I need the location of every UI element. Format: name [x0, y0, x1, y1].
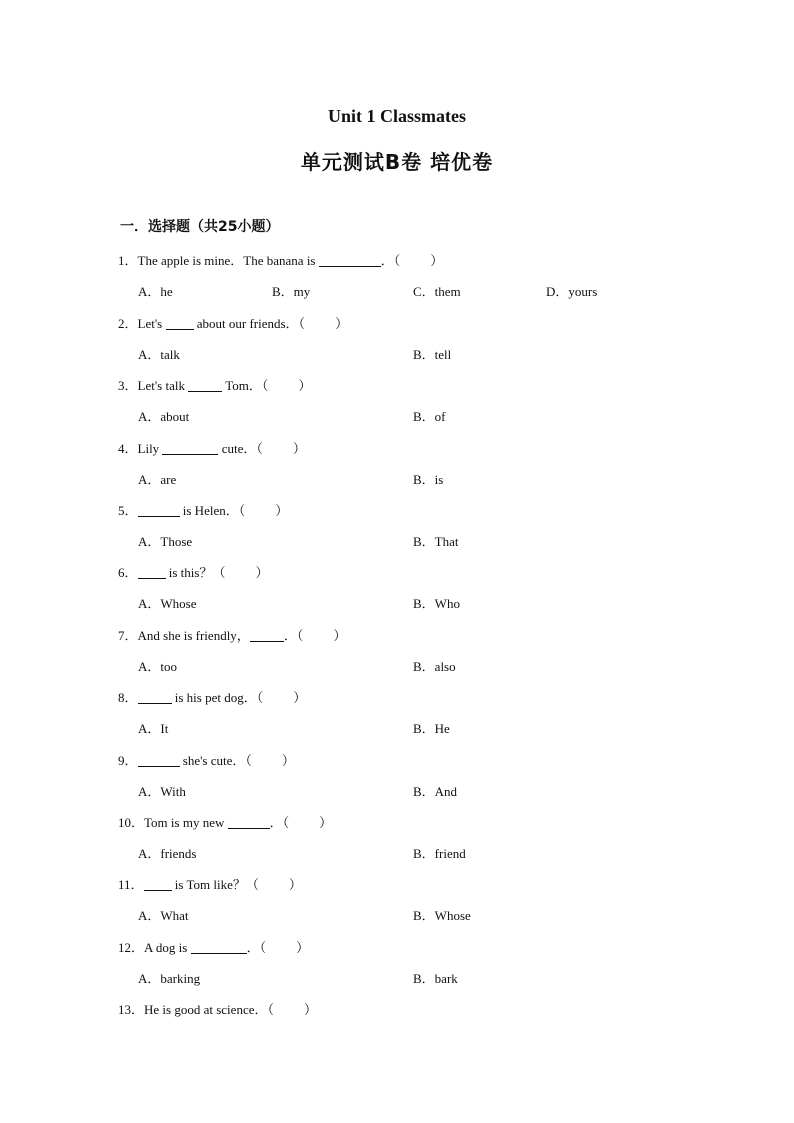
question-text: cute．（ — [218, 441, 263, 456]
answer-blank[interactable] — [138, 566, 166, 579]
option-3-a[interactable]: A．about — [138, 409, 190, 424]
option-6-b[interactable]: B．Who — [413, 596, 460, 611]
question-text: He is good at science．（ — [144, 1002, 274, 1017]
question-text: Let's — [137, 316, 166, 331]
option-4-a[interactable]: A．are — [138, 472, 177, 487]
option-10-a[interactable]: A．friends — [138, 846, 197, 861]
question-number: 5． — [118, 503, 138, 518]
question-10 — [118, 812, 332, 831]
answer-blank[interactable] — [138, 504, 180, 517]
option-2-b[interactable]: B．tell — [413, 347, 452, 362]
question-text: ．（ — [269, 815, 290, 830]
closing-paren: ） — [288, 877, 302, 892]
question-9 — [118, 750, 295, 769]
closing-paren: ） — [255, 565, 269, 580]
question-text: is this？（ — [165, 565, 226, 580]
closing-paren: ） — [292, 441, 306, 456]
option-4-b[interactable]: B．is — [413, 472, 444, 487]
page-subtitle: 单元测试B卷 培优卷 — [300, 150, 494, 174]
question-11 — [118, 874, 302, 893]
closing-paren: ） — [335, 316, 349, 331]
answer-blank[interactable] — [188, 379, 222, 392]
question-4 — [118, 438, 306, 457]
question-number: 6． — [118, 565, 138, 580]
question-6 — [118, 562, 269, 581]
option-1-b[interactable]: B．my — [272, 284, 311, 299]
question-text: ．（ — [283, 628, 304, 643]
option-8-a[interactable]: A．It — [138, 721, 169, 736]
closing-paren: ） — [293, 690, 307, 705]
answer-blank[interactable] — [228, 816, 270, 829]
option-12-a[interactable]: A．barking — [138, 971, 201, 986]
question-text: Tom．（ — [222, 378, 269, 393]
closing-paren: ） — [430, 253, 444, 268]
answer-blank[interactable] — [144, 878, 172, 891]
question-2 — [118, 313, 348, 332]
answer-blank[interactable] — [138, 754, 180, 767]
question-number: 12． — [118, 940, 145, 955]
question-number: 1． — [118, 253, 138, 268]
page-title: Unit 1 Classmates — [328, 106, 466, 126]
closing-paren: ） — [275, 503, 289, 518]
option-9-b[interactable]: B．And — [413, 784, 458, 799]
answer-blank[interactable] — [138, 691, 172, 704]
option-11-a[interactable]: A．What — [138, 908, 189, 923]
option-11-b[interactable]: B．Whose — [413, 908, 471, 923]
question-13 — [118, 999, 317, 1018]
closing-paren: ） — [281, 753, 295, 768]
answer-blank[interactable] — [162, 442, 218, 455]
option-3-b[interactable]: B．of — [413, 409, 446, 424]
answer-blank[interactable] — [250, 629, 284, 642]
question-number: 7． — [118, 628, 138, 643]
closing-paren: ） — [319, 815, 333, 830]
question-number: 11． — [118, 877, 144, 892]
question-number: 8． — [118, 690, 138, 705]
option-7-b[interactable]: B．also — [413, 659, 456, 674]
question-text: she's cute．（ — [179, 753, 252, 768]
question-text: The apple is mine．The banana is — [137, 253, 319, 268]
question-number: 10． — [118, 815, 145, 830]
question-number: 2． — [118, 316, 138, 331]
option-7-a[interactable]: A．too — [138, 659, 178, 674]
question-number: 3． — [118, 378, 138, 393]
closing-paren: ） — [298, 378, 312, 393]
question-text: Lily — [137, 441, 163, 456]
question-text: A dog is — [144, 940, 191, 955]
closing-paren: ） — [296, 940, 310, 955]
question-text: about our friends．（ — [193, 316, 306, 331]
question-7 — [118, 625, 346, 644]
answer-blank[interactable] — [166, 317, 194, 330]
answer-blank[interactable] — [319, 254, 381, 267]
closing-paren: ） — [333, 628, 347, 643]
option-8-b[interactable]: B．He — [413, 721, 450, 736]
question-text: And she is friendly， — [137, 628, 250, 643]
question-text: ．（ — [246, 940, 267, 955]
question-8 — [118, 687, 306, 706]
question-text: is his pet dog．（ — [171, 690, 264, 705]
question-5 — [118, 500, 288, 519]
question-number: 4． — [118, 441, 138, 456]
option-12-b[interactable]: B．bark — [413, 971, 458, 986]
option-9-a[interactable]: A．With — [138, 784, 186, 799]
option-1-d[interactable]: D．yours — [546, 284, 598, 299]
question-text: is Helen．（ — [179, 503, 246, 518]
answer-blank[interactable] — [191, 941, 247, 954]
question-12 — [118, 937, 309, 956]
question-number: 9． — [118, 753, 138, 768]
question-3 — [118, 375, 311, 394]
option-1-c[interactable]: C．them — [413, 284, 461, 299]
option-6-a[interactable]: A．Whose — [138, 596, 197, 611]
option-5-b[interactable]: B．That — [413, 534, 459, 549]
question-text: ．（ — [380, 253, 401, 268]
section-heading: 一．选择题（共25小题） — [120, 219, 280, 235]
question-number: 13． — [118, 1002, 145, 1017]
option-1-a[interactable]: A．he — [138, 284, 173, 299]
option-2-a[interactable]: A．talk — [138, 347, 180, 362]
option-10-b[interactable]: B．friend — [413, 846, 466, 861]
option-5-a[interactable]: A．Those — [138, 534, 193, 549]
question-1 — [118, 250, 443, 269]
question-text: is Tom like？（ — [171, 877, 259, 892]
question-text: Tom is my new — [144, 815, 228, 830]
closing-paren: ） — [303, 1002, 317, 1017]
question-text: Let's talk — [137, 378, 189, 393]
